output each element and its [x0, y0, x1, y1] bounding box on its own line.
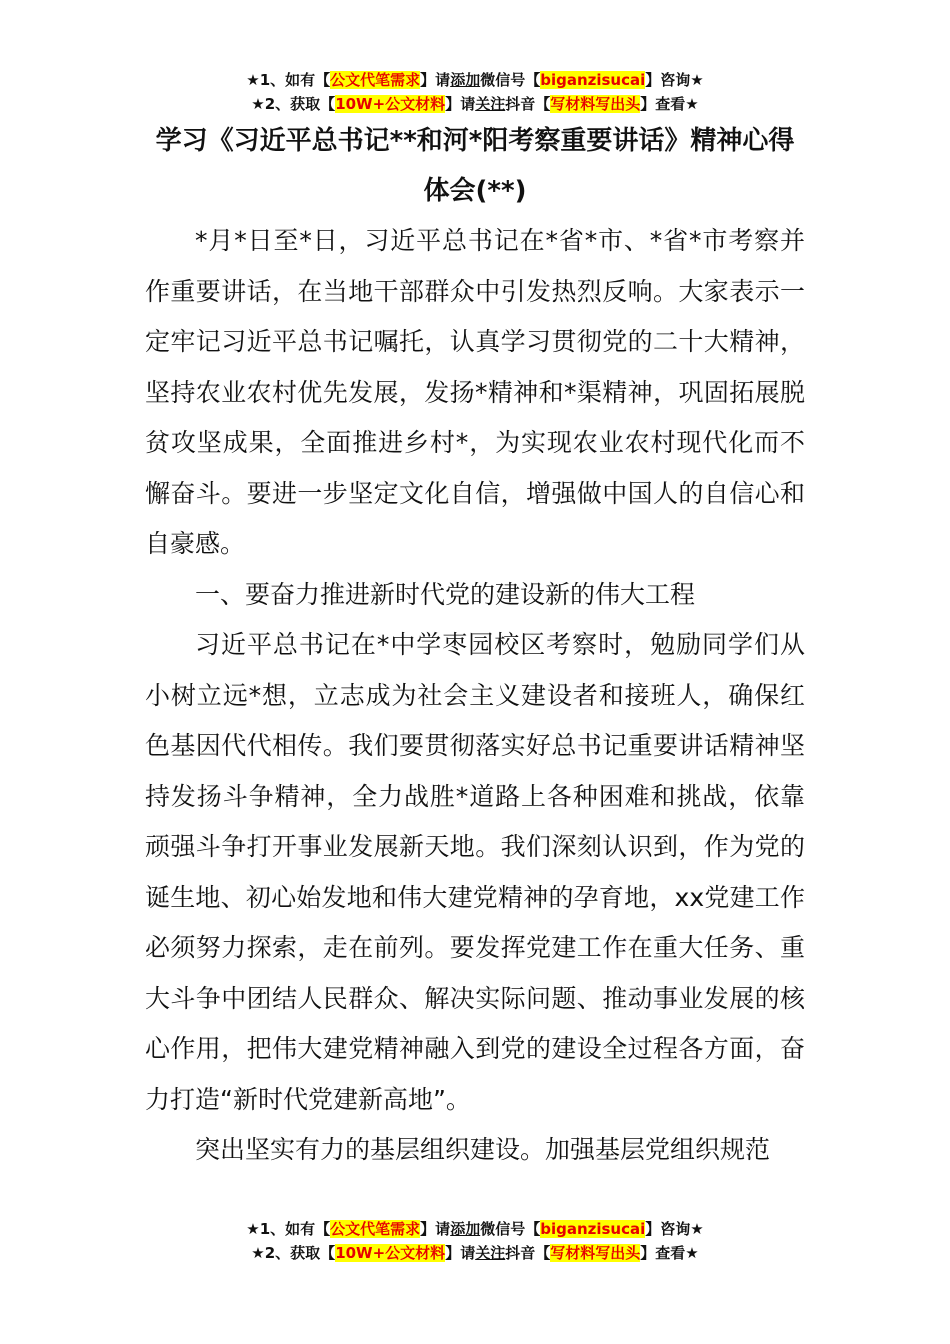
highlight-ghostwriting: 公文代笔需求 — [330, 71, 421, 89]
banner-text: 微信号【 — [480, 71, 541, 89]
paragraph-section-1: 习近平总书记在*中学枣园校区考察时，勉励同学们从小树立远*想，立志成为社会主义建设者和接班人，确保红色基因代代相传。我们要贯彻落实好总书记重要讲话精神坚持发扬斗争精神，全力战胜*道路上各种困难和挑战，依靠顽强斗争打开事业发展新天地。我们深刻认识到，作为党的诞生地、初心始发地和伟大建党精神的孕育地，xx党建工作必须努力探索，走在前列。要发挥党建工作在重大任务、重大斗争中团结人民群众、解决实际问题、推动事业发展的核心作用，把伟大建党精神融入到党的建设全过程各方面，奋力打造“新时代党建新高地”。 — [145, 630, 805, 1114]
banner-text: ★1、如有【 — [246, 1220, 331, 1238]
highlight-materials: 10W+公文材料 — [335, 1244, 446, 1262]
banner-text: ★1、如有【 — [246, 71, 331, 89]
document-body — [145, 216, 805, 1176]
paragraph-subsection: 突出坚实有力的基层组织建设。加强基层党组织规范 — [195, 1135, 771, 1164]
highlight-wechat-id: biganzisucai — [540, 71, 646, 89]
banner-line-2 — [0, 1241, 950, 1265]
banner-text: ★2、获取【 — [251, 1244, 336, 1262]
banner-line-1 — [0, 1217, 950, 1241]
banner-text: 抖音【 — [505, 1244, 551, 1262]
banner-underlined-text: 添加 — [450, 71, 481, 89]
banner-line-2 — [0, 92, 950, 116]
banner-underlined-text: 关注 — [475, 1244, 506, 1262]
banner-text: 】咨询★ — [645, 71, 704, 89]
banner-text: 】查看★ — [640, 95, 699, 113]
banner-text: 微信号【 — [480, 1220, 541, 1238]
footer-banner — [0, 1217, 950, 1265]
banner-text: 】查看★ — [640, 1244, 699, 1262]
highlight-materials: 10W+公文材料 — [335, 95, 446, 113]
highlight-ghostwriting: 公文代笔需求 — [330, 1220, 421, 1238]
header-banner — [0, 68, 950, 116]
banner-text: 】请 — [445, 1244, 476, 1262]
banner-text: 】请 — [420, 1220, 451, 1238]
highlight-douyin-account: 写材料写出头 — [550, 1244, 641, 1262]
banner-text: 】咨询★ — [645, 1220, 704, 1238]
paragraph-intro: *月*日至*日，习近平总书记在*省*市、*省*市考察并作重要讲话，在当地干部群众中引发热烈反响。大家表示一定牢记习近平总书记嘱托，认真学习贯彻党的二十大精神，坚持农业农村优先发展，发扬*精神和*渠精神，巩固拓展脱贫攻坚成果，全面推进乡村*，为实现农业农村现代化而不懈奋斗。要进一步坚定文化自信，增强做中国人的自信心和自豪感。 — [145, 226, 805, 558]
banner-text: 】请 — [420, 71, 451, 89]
banner-underlined-text: 关注 — [475, 95, 506, 113]
section-heading-1: 一、要奋力推进新时代党的建设新的伟大工程 — [195, 579, 696, 609]
highlight-wechat-id: biganzisucai — [540, 1220, 646, 1238]
banner-line-1 — [0, 68, 950, 92]
banner-text: ★2、获取【 — [251, 95, 336, 113]
banner-text: 抖音【 — [505, 95, 551, 113]
banner-underlined-text: 添加 — [450, 1220, 481, 1238]
document-title: 学习《习近平总书记**和河*阳考察重要讲话》精神心得体会(**) — [155, 126, 795, 206]
highlight-douyin-account: 写材料写出头 — [550, 95, 641, 113]
banner-text: 】请 — [445, 95, 476, 113]
